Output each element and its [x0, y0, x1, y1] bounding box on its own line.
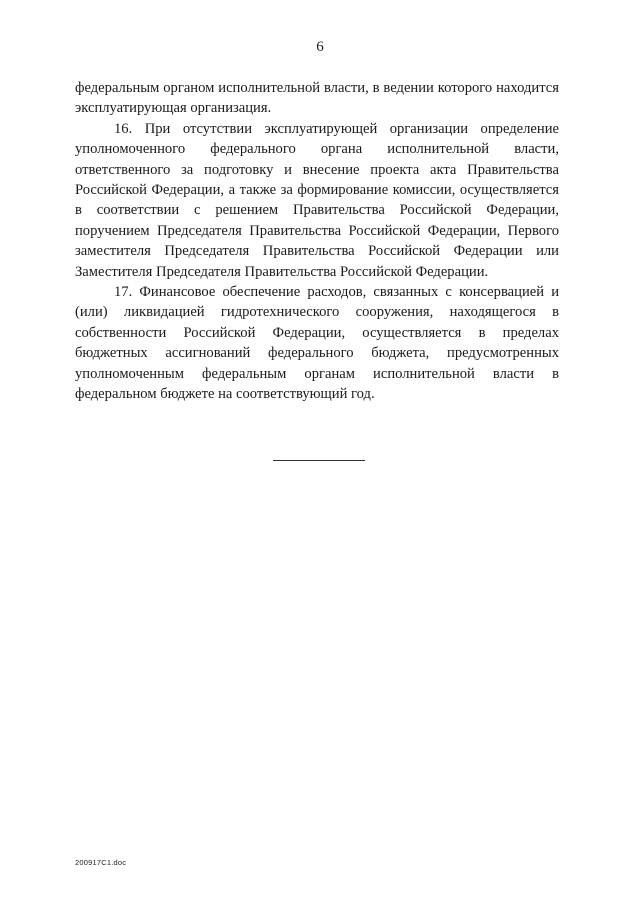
end-separator-line	[273, 460, 365, 461]
page-number: 6	[316, 39, 324, 55]
document-file-code: 200917С1.doc	[75, 858, 127, 867]
paragraph-16: 16. При отсутствии эксплуатирующей организации определение уполномоченного федерального органа исполнительной власти, ответственного за подготовку и внесение проекта акта Правительства Российской Федерации, а также за формирование комиссии, осуществляется в соответствии с решением Правительства Российской Федерации, поручением Председателя Правительства Российской Федерации, Первого заместителя Председателя Правительства Российской Федерации или Заместителя Председателя Правительства Российской Федерации.	[75, 120, 559, 280]
paragraph-continuation: федеральным органом исполнительной власти, в ведении которого находится эксплуатирующая организация.	[75, 80, 559, 117]
document-body	[75, 78, 559, 405]
paragraph-17: 17. Финансовое обеспечение расходов, связанных с консервацией и (или) ликвидацией гидротехнического сооружения, находящегося в собственности Российской Федерации, осуществляется в пределах бюджетных ассигнований федерального бюджета, предусмотренных уполномоченным федеральным органам исполнительной власти в федеральном бюджете на соответствующий год.	[75, 284, 559, 403]
